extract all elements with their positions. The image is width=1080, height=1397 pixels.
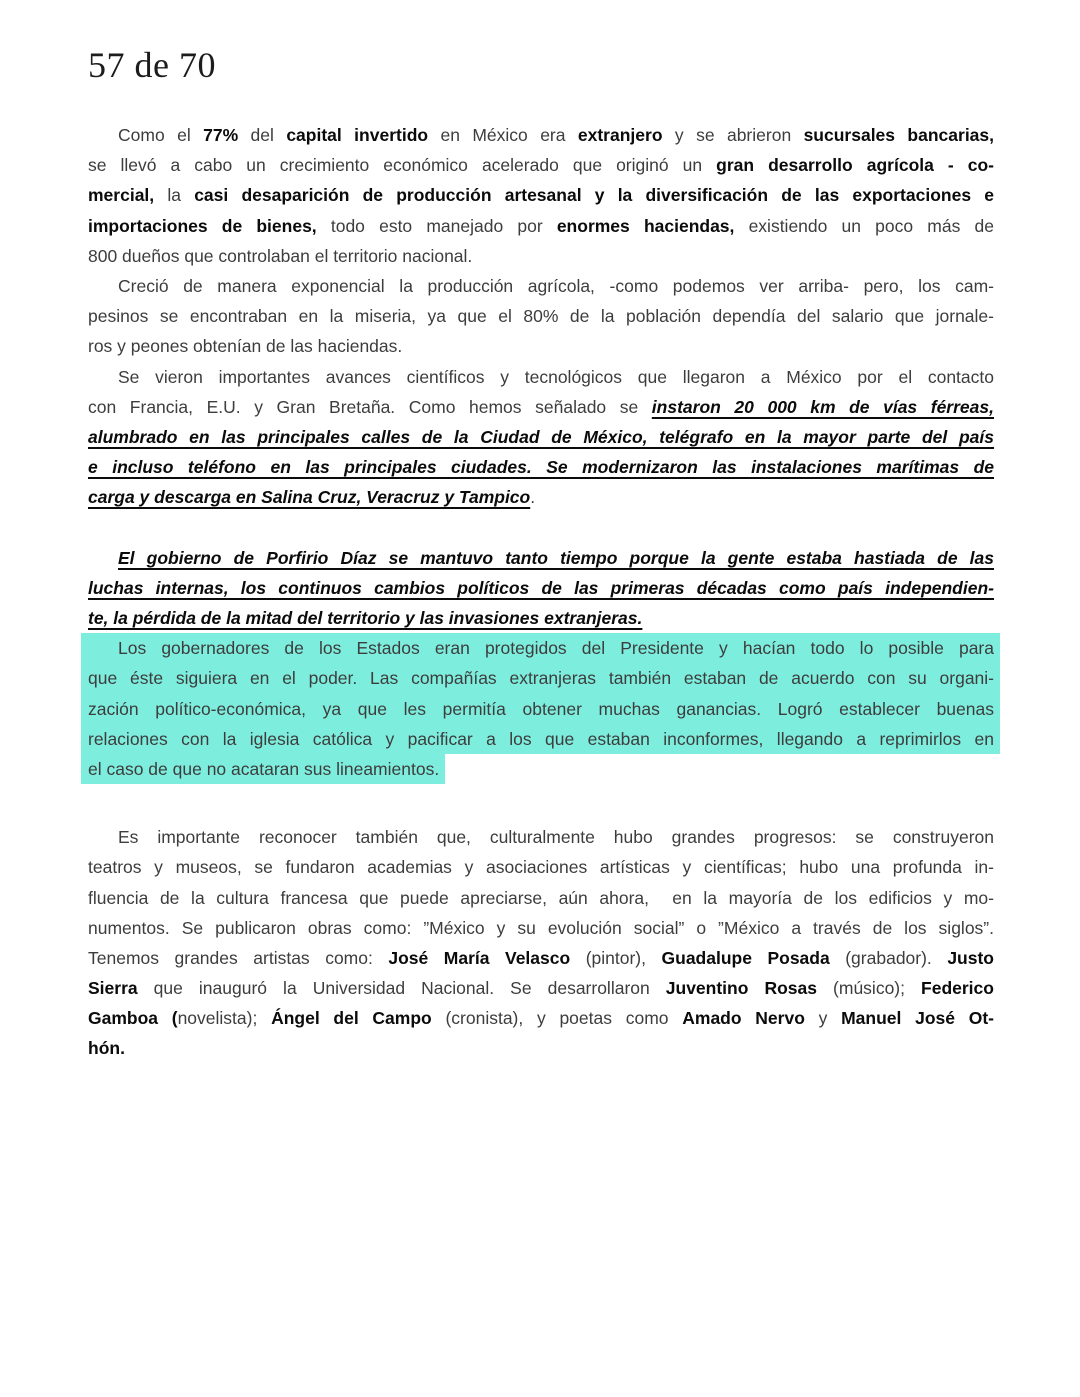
emphasis-text: gran desarrollo agrícola - co-: [716, 155, 994, 176]
text-line: [88, 120, 994, 150]
emphasis-text: luchas internas, los continuos cambios políticos de las primeras décadas como país independien-: [88, 577, 994, 598]
emphasis-text: instaron 20 000 km de vías férreas,: [651, 396, 994, 417]
text-line: [88, 913, 994, 943]
body-text: zación político-económica, ya que les permitía obtener muchas ganancias. Logró establecer buenas: [88, 698, 994, 719]
body-text: numentos. Se publicaron obras como: ”México y su evolución social” o ”México a través de los siglos”.: [88, 917, 994, 938]
emphasis-text: importaciones de bienes,: [88, 215, 317, 236]
text-line: [88, 452, 994, 482]
body-text: Creció de manera exponencial la producción agrícola, -como podemos ver arriba- pero, los cam-: [118, 275, 994, 296]
body-text: Es importante reconocer también que, culturalmente hubo grandes progresos: se construyeron: [118, 827, 994, 848]
body-text: con Francia, E.U. y Gran Bretaña. Como hemos señalado se: [88, 396, 652, 417]
text-line: [88, 603, 994, 633]
body-text: novelista);: [177, 1008, 272, 1029]
text-line: [81, 633, 1000, 663]
body-text: que éste siguiera en el poder. Las compañías extranjeras también estaban de acuerdo con su organi-: [88, 668, 994, 689]
body-text: la: [154, 185, 195, 206]
emphasis-text: hón.: [88, 1038, 125, 1059]
emphasis-text: casi desaparición de producción artesanal y la diversificación de las exportaciones e: [194, 185, 994, 206]
emphasis-text: Manuel José Ot-: [841, 1008, 994, 1029]
text-line: [88, 180, 994, 210]
emphasis-text: Sierra: [88, 978, 138, 999]
text-line: [88, 392, 994, 422]
text-line: [88, 883, 994, 913]
para-progresos-culturales: [88, 822, 994, 1064]
body-text: Se vieron importantes avances científicos y tecnológicos que llegaron a México por el contacto: [118, 366, 994, 387]
emphasis-text: sucursales bancarias,: [803, 125, 994, 145]
text-line: [81, 663, 1000, 693]
para-gobierno-porfirio-diaz: [88, 543, 994, 634]
emphasis-text: extranjero: [577, 125, 663, 145]
emphasis-text: mercial,: [88, 185, 155, 206]
emphasis-text: Amado Nervo: [682, 1008, 805, 1029]
emphasis-text: El gobierno de Porfirio Díaz se mantuvo tanto tiempo porque la gente estaba hastiada de las: [118, 547, 994, 568]
body-text: 800 dueños que controlaban el territorio nacional.: [88, 245, 473, 266]
emphasis-text: enormes haciendas,: [556, 215, 735, 236]
emphasis-text: Guadalupe Posada: [661, 947, 830, 968]
para-inversion-extranjera: [88, 120, 994, 271]
body-text: que inauguró la Universidad Nacional. Se desarrollaron: [137, 978, 666, 999]
para-gobernadores-highlighted: [88, 633, 994, 784]
body-text: del: [238, 125, 287, 145]
text-line: [88, 973, 994, 1003]
text-line: [88, 271, 994, 301]
body-text: existiendo un poco más de: [734, 215, 994, 236]
text-line: [88, 362, 994, 392]
body-text: .: [530, 487, 536, 508]
body-text: (músico);: [817, 978, 922, 999]
text-line: [88, 150, 994, 180]
body-text: en México era: [428, 125, 578, 145]
text-line: [88, 543, 994, 573]
body-text: pesinos se encontraban en la miseria, ya que el 80% de la población dependía del salario que jornale-: [88, 306, 994, 327]
text-line: [81, 694, 1000, 724]
text-line: [88, 241, 994, 271]
emphasis-text: Justo: [947, 947, 994, 968]
body-text: Como el: [118, 125, 204, 145]
emphasis-text: Ángel del Campo: [271, 1008, 432, 1029]
body-text: teatros y museos, se fundaron academias y asociaciones artísticas y científicas; hubo una profunda in-: [88, 857, 994, 878]
body-text: se llevó a cabo un crecimiento económico acelerado que originó un: [88, 155, 717, 176]
text-line: [88, 301, 994, 331]
body-text: (pintor),: [570, 947, 662, 968]
emphasis-text: Juventino Rosas: [665, 978, 817, 999]
body-text: (grabador).: [829, 947, 948, 968]
body-text: todo esto manejado por: [316, 215, 557, 236]
body-text: el caso de que no acataran sus lineamientos.: [81, 754, 445, 784]
text-line: [88, 482, 994, 512]
emphasis-text: José María Velasco: [388, 947, 571, 968]
text-line: [88, 573, 994, 603]
text-line: [88, 422, 994, 452]
para-produccion-agricola: [88, 271, 994, 362]
body-text: y se abrieron: [662, 125, 804, 145]
body-text: Los gobernadores de los Estados eran protegidos del Presidente y hacían todo lo posible para: [118, 638, 994, 659]
emphasis-text: carga y descarga en Salina Cruz, Veracruz y Tampico: [88, 487, 531, 508]
body-text: fluencia de la cultura francesa que puede apreciarse, aún ahora, en la mayoría de los edificios y mo-: [88, 887, 994, 908]
emphasis-text: e incluso teléfono en las principales ciudades. Se modernizaron las instalaciones marítimas de: [88, 457, 994, 478]
emphasis-text: Gamboa (: [88, 1008, 178, 1029]
text-line: [88, 1033, 994, 1063]
emphasis-text: te, la pérdida de la mitad del territorio y las invasiones extranjeras.: [88, 608, 643, 628]
text-line: [88, 211, 994, 241]
body-text: (cronista), y poetas como: [431, 1008, 683, 1029]
text-line: [81, 724, 1000, 754]
text-line: [88, 331, 994, 361]
text-line: [81, 754, 994, 784]
text-line: [88, 822, 994, 852]
body-text: relaciones con la iglesia católica y pacificar a los que estaban inconformes, llegando a reprimirlos en: [88, 728, 994, 749]
page-number-header: 57 de 70: [88, 45, 216, 85]
document-body: [88, 120, 994, 1064]
emphasis-text: alumbrado en las principales calles de la Ciudad de México, telégrafo en la mayor parte del país: [88, 426, 994, 447]
emphasis-text: Federico: [921, 978, 994, 999]
emphasis-text: capital invertido: [286, 125, 429, 145]
body-text: y: [804, 1008, 842, 1029]
para-avances-cientificos: [88, 362, 994, 513]
body-text: ros y peones obtenían de las haciendas.: [88, 336, 403, 357]
body-text: Tenemos grandes artistas como:: [88, 947, 389, 968]
text-line: [88, 943, 994, 973]
text-line: [88, 852, 994, 882]
emphasis-text: 77%: [203, 125, 239, 145]
text-line: [88, 1003, 994, 1033]
